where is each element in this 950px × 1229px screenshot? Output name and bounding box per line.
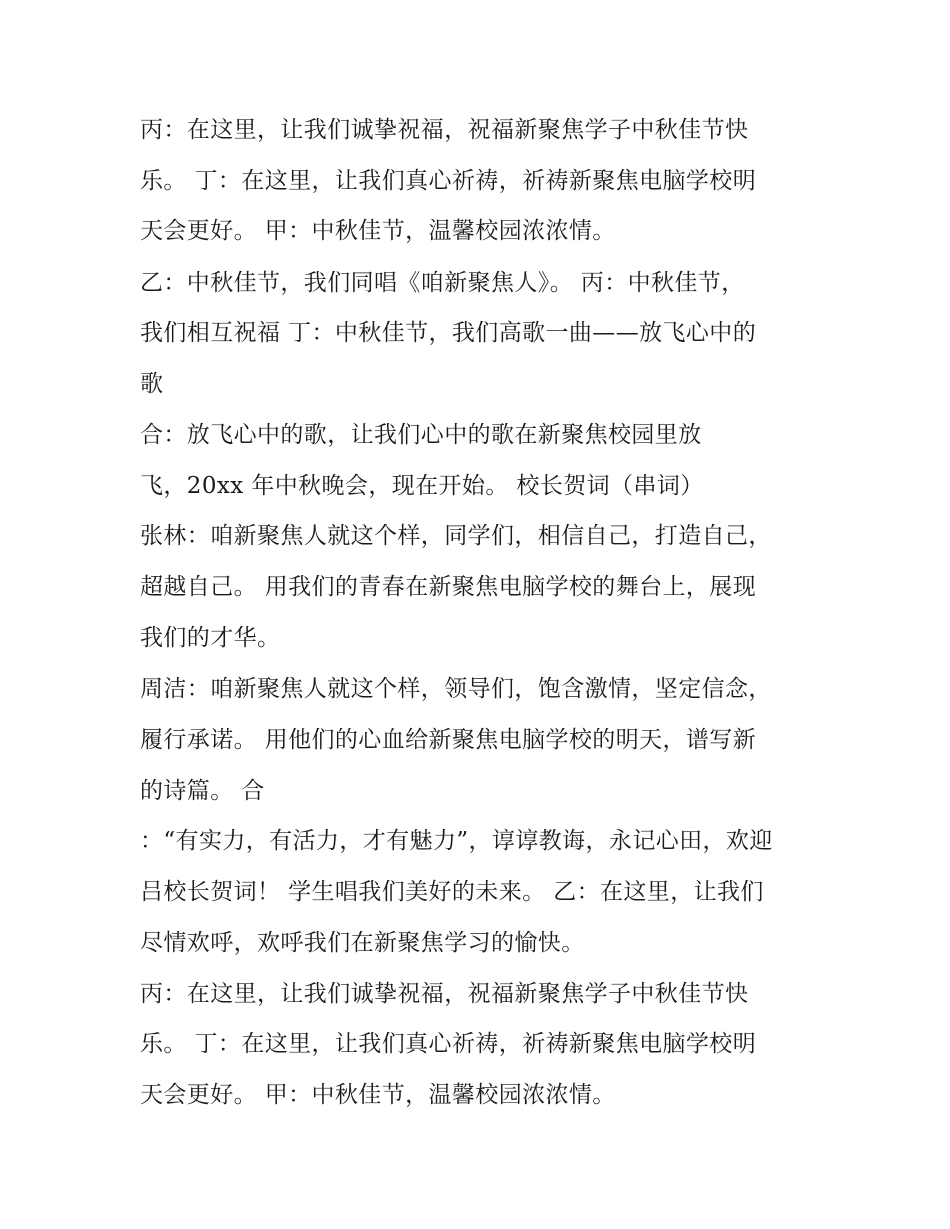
text-line-19: 乐。 丁：在这里，让我们真心祈祷，祈祷新聚焦电脑学校明 (140, 1031, 757, 1057)
text-line-15: ：“有实力，有活力，才有魅力”，谆谆教诲，永记心田，欢迎 (140, 828, 773, 854)
text-line-12: 周洁：咱新聚焦人就这个样，领导们，饱含激情，坚定信念， (140, 676, 772, 702)
text-line-2: 乐。 丁：在这里，让我们真心祈祷，祈祷新聚焦电脑学校明 (140, 168, 757, 194)
text-line-14: 的诗篇。 合 (140, 778, 265, 804)
text-line-20: 天会更好。 甲：中秋佳节，温馨校园浓浓情。 (140, 1082, 616, 1108)
text-line-6: 歌 (140, 371, 164, 397)
text-line-3: 天会更好。 甲：中秋佳节，温馨校园浓浓情。 (140, 218, 616, 244)
text-line-10: 超越自己。 用我们的青春在新聚焦电脑学校的舞台上，展现 (140, 574, 757, 600)
text-line-18: 丙：在这里，让我们诚挚祝福，祝福新聚焦学子中秋佳节快 (140, 981, 749, 1007)
text-line-11: 我们的才华。 (140, 625, 281, 651)
text-line-16: 吕校长贺词！ 学生唱我们美好的未来。 乙：在这里，让我们 (140, 879, 764, 905)
text-line-5: 我们相互祝福 丁：中秋佳节，我们高歌一曲——放飞心中的 (140, 320, 757, 346)
text-line-17: 尽情欢呼，欢呼我们在新聚焦学习的愉快。 (140, 930, 585, 956)
text-line-9: 张林：咱新聚焦人就这个样，同学们，相信自己，打造自己， (140, 523, 772, 549)
text-line-7: 合：放飞心中的歌，让我们心中的歌在新聚焦校园里放 (140, 422, 702, 448)
text-line-1: 丙：在这里，让我们诚挚祝福，祝福新聚焦学子中秋佳节快 (140, 117, 749, 143)
text-line-8: 飞，20xx 年中秋晚会，现在开始。 校长贺词（串词） (140, 473, 704, 499)
text-line-13: 履行承诺。 用他们的心血给新聚焦电脑学校的明天，谱写新 (140, 727, 757, 753)
text-line-4: 乙：中秋佳节，我们同唱《咱新聚焦人》。 丙：中秋佳节， (140, 270, 745, 296)
